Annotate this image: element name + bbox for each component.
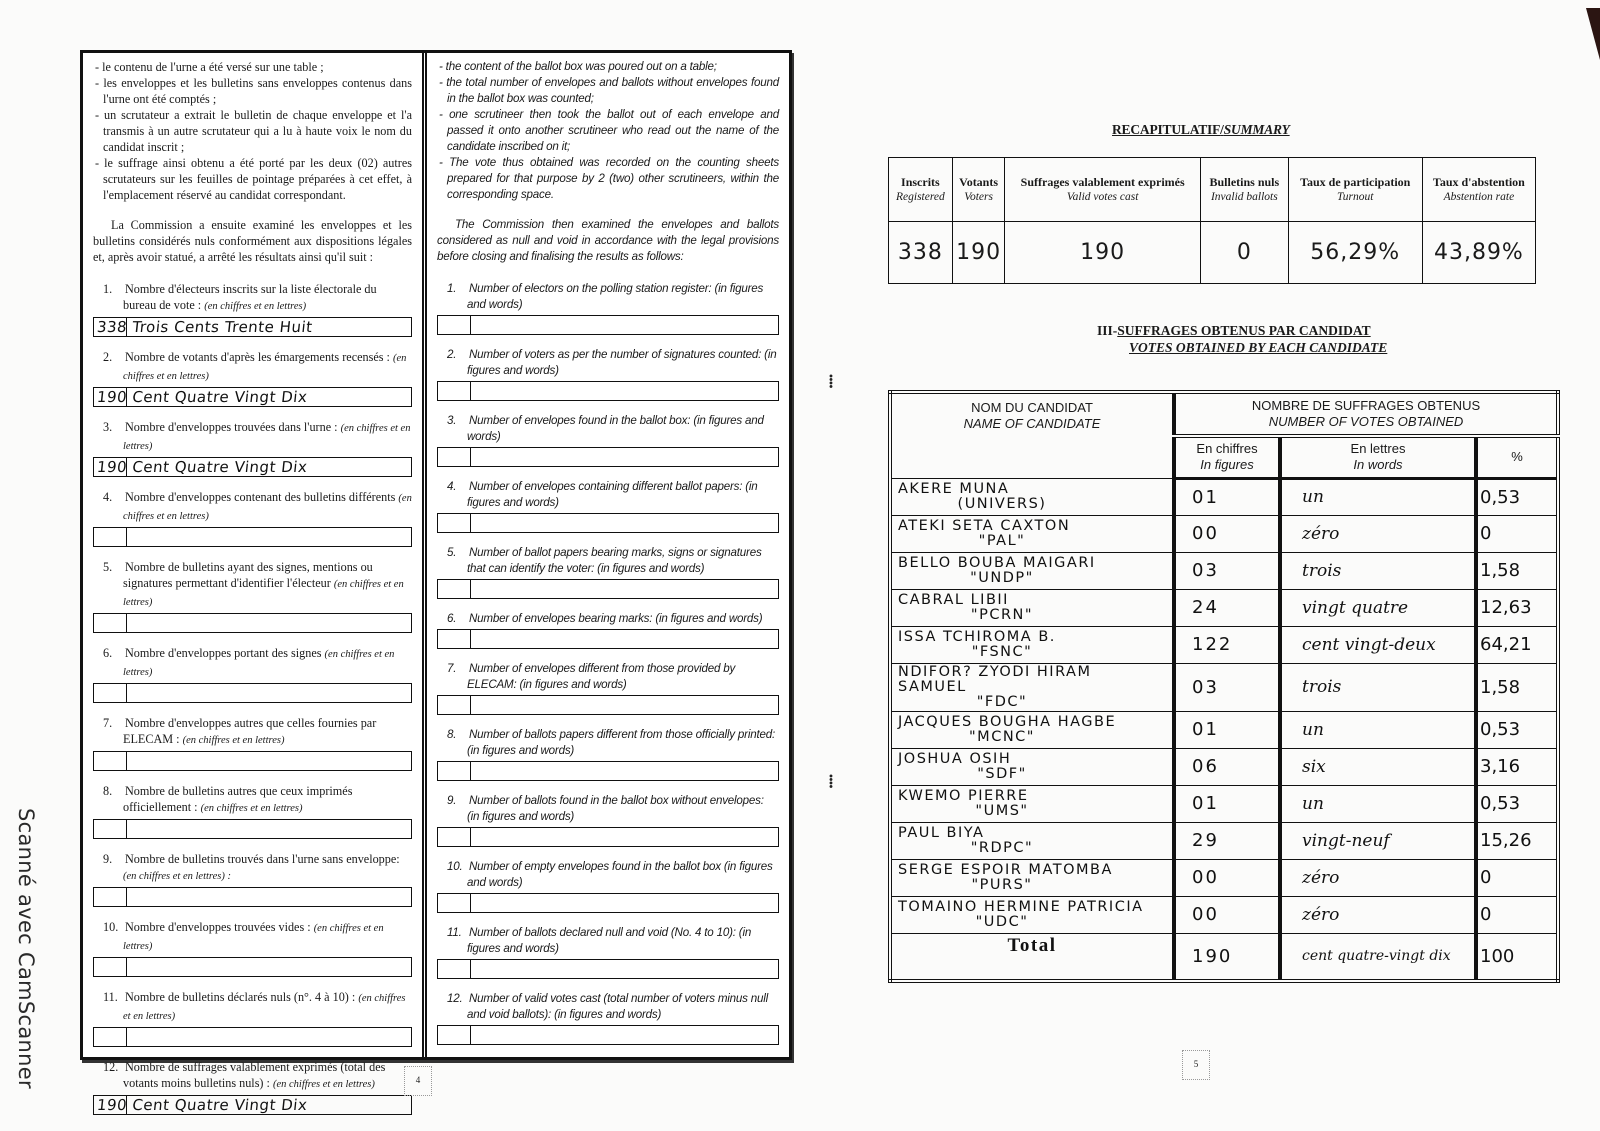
candidate-party: (UNIVERS) [957,495,1047,512]
item-number: 2. [447,348,457,361]
total-percent: 100 [1476,933,1558,981]
item-number: 4. [103,490,113,504]
votes-percent: 64,21 [1476,626,1558,663]
candidate-party: "UDC" [975,913,1029,930]
item-number: 12. [103,1060,119,1074]
fr-bullet: - le contenu de l'urne a été versé sur une table ; [95,60,324,74]
item-number: 8. [447,728,457,741]
form-item-label [93,919,412,955]
candidate-name: ATEKI SETA CAXTON [898,517,1071,534]
candidate-row [890,626,1558,663]
total-figures: 190 [1174,933,1280,981]
answer-field[interactable] [93,887,412,907]
candidate-party: "UNDP" [970,569,1034,586]
candidate-party: "MCNC" [969,728,1035,745]
candidate-row [890,663,1558,711]
handwritten-answer: 190 Cent Quatre Vingt Dix [96,458,309,476]
votes-figures: 00 [1174,859,1280,896]
item-number: 2. [103,350,113,364]
item-number: 1. [447,282,457,295]
item-number: 9. [447,794,457,807]
candidate-row [890,785,1558,822]
item-number: 3. [103,420,113,434]
votes-percent: 0 [1476,515,1558,552]
item-text: Number of envelopes different from those provided by ELECAM: (in figures and words) [467,662,736,691]
item-hint: (en chiffres et en lettres) [123,353,407,382]
answer-field[interactable] [93,613,412,633]
header-invalid-ballots: Bulletins nuls Invalid ballots [1200,158,1288,222]
votes-figures: 06 [1174,748,1280,785]
candidate-name-cell [890,478,1174,515]
form-item-label [93,349,412,385]
figure-divider [470,696,471,714]
header-voters: Votants Voters [952,158,1005,222]
answer-field[interactable] [93,527,412,547]
figure-divider [470,514,471,532]
item-text: Number of ballots papers different from those officially printed: (in figures and words) [467,728,775,757]
item-hint: (en chiffres et en lettres) [123,993,406,1022]
item-text: Number of valid votes cast (total number of voters minus null and void ballots): (in figures and words) [467,992,769,1021]
item-text: Nombre de bulletins trouvés dans l'urne sans enveloppe: [125,852,400,866]
votes-words: trois [1280,663,1476,711]
fr-paragraph: La Commission a ensuite examiné les enveloppes et les bulletins considérés nuls conformément aux dispositions légales et, après avoir statué, a arrêté les résultats ainsi qu'il suit : [93,218,412,264]
form-item-label [93,559,412,611]
form-item-label [437,925,779,957]
votes-percent: 15,26 [1476,822,1558,859]
votes-figures: 01 [1174,785,1280,822]
form-item-label [437,859,779,891]
votes-figures: 01 [1174,711,1280,748]
candidate-row [890,748,1558,785]
value-valid-votes: 190 [1005,222,1201,284]
item-text: Number of envelopes bearing marks: (in figures and words) [469,612,763,625]
candidate-name-cell [890,822,1174,859]
answer-field[interactable] [93,1095,412,1115]
header-registered: Inscrits Registered [889,158,953,222]
candidate-row [890,515,1558,552]
answer-field[interactable] [437,761,779,781]
form-item-label [93,645,412,681]
header-percent: % [1476,436,1558,478]
figure-divider [126,820,127,838]
candidate-party: "PURS" [971,876,1033,893]
votes-figures: 03 [1174,663,1280,711]
item-number: 5. [103,560,113,574]
header-in-words: En lettres In words [1280,436,1476,478]
candidate-row [890,859,1558,896]
item-number: 4. [447,480,457,493]
fr-items-list [93,281,412,1115]
candidate-name-cell [890,626,1174,663]
item-number: 7. [103,716,113,730]
item-number: 10. [447,860,463,873]
page-number-left: 4 [404,1066,432,1096]
figure-divider [470,580,471,598]
form-item-label [93,851,412,885]
header-candidate-name: NOM DU CANDIDAT NAME OF CANDIDATE [890,392,1174,478]
total-words: cent quatre-vingt dix [1280,933,1476,981]
candidate-party: "FDC" [976,693,1028,710]
form-item-label [93,281,412,315]
item-text: Nombre d'enveloppes trouvées dans l'urne : [125,420,338,434]
form-item-label [437,661,779,693]
item-text: Nombre de votants d'après les émargements recensés : [125,350,390,364]
answer-field[interactable] [437,513,779,533]
en-bullet: - the content of the ballot box was poured out on a table; [439,60,717,73]
item-text: Nombre d'enveloppes trouvées vides : [125,920,311,934]
item-hint: (en chiffres et en lettres) [123,493,412,522]
item-number: 12. [447,992,463,1005]
answer-field[interactable] [437,629,779,649]
candidate-party: "SDF" [977,765,1027,782]
value-voters: 190 [952,222,1005,284]
figure-divider [470,382,471,400]
votes-figures: 29 [1174,822,1280,859]
votes-words: trois [1280,552,1476,589]
item-hint: (en chiffres et en lettres) [204,301,307,312]
item-number: 3. [447,414,457,427]
candidate-party: "PAL" [978,532,1026,549]
summary-header-row [889,158,1536,222]
votes-words: six [1280,748,1476,785]
candidate-party: "UMS" [975,802,1029,819]
candidate-row [890,478,1558,515]
total-row [890,933,1558,981]
answer-field[interactable] [93,387,412,407]
candidate-row [890,589,1558,626]
item-hint: (en chiffres et en lettres) [272,1079,375,1090]
page-number-right: 5 [1182,1050,1210,1080]
item-text: Nombre de bulletins déclarés nuls (n°. 4 à 10) : [125,990,356,1004]
form-item-label [93,989,412,1025]
figure-divider [470,448,471,466]
votes-words: vingt quatre [1280,589,1476,626]
item-text: Number of ballots found in the ballot box without envelopes: (in figures and words) [467,794,764,823]
answer-field[interactable] [93,751,412,771]
votes-percent: 3,16 [1476,748,1558,785]
votes-figures: 01 [1174,478,1280,515]
votes-words: un [1280,478,1476,515]
votes-percent: 1,58 [1476,663,1558,711]
form-item-label [437,611,779,627]
votes-words: zéro [1280,859,1476,896]
candidate-name-cell [890,663,1174,711]
form-item-label [93,1059,412,1093]
form-item-label [437,281,779,313]
candidate-party: "RDPC" [970,839,1034,856]
header-abstention: Taux d'abstention Abstention rate [1422,158,1535,222]
figure-divider [470,316,471,334]
item-number: 11. [103,990,118,1004]
answer-field[interactable] [437,827,779,847]
votes-words: un [1280,785,1476,822]
candidate-name: TOMAINO HERMINE PATRICIA [898,898,1144,915]
answer-field[interactable] [437,447,779,467]
votes-words: cent vingt-deux [1280,626,1476,663]
figure-divider [470,960,471,978]
item-number: 6. [447,612,457,625]
item-number: 9. [103,852,113,866]
header-valid-votes: Suffrages valablement exprimés Valid votes cast [1005,158,1201,222]
handwritten-answer: 190 Cent Quatre Vingt Dix [96,388,309,406]
value-abstention: 43,89% [1422,222,1535,284]
value-turnout: 56,29% [1288,222,1422,284]
scan-edge-mark [1586,8,1600,60]
answer-field[interactable] [93,683,412,703]
item-text: Number of envelopes found in the ballot box: (in figures and words) [467,414,764,443]
summary-table [888,157,1536,284]
item-text: Number of ballot papers bearing marks, signs or signatures that can identify the voter: (in figures and words) [467,546,762,575]
votes-body [890,478,1558,981]
candidate-name-cell [890,785,1174,822]
candidate-name-cell [890,552,1174,589]
form-item-label [437,727,779,759]
handwritten-answer: 190 Cent Quatre Vingt Dix [96,1096,309,1114]
header-in-figures: En chiffres In figures [1174,436,1280,478]
votes-percent: 0,53 [1476,478,1558,515]
candidate-name: AKERE MUNA [898,480,1010,497]
answer-field[interactable] [437,1025,779,1045]
candidate-name: KWEMO PIERRE [898,787,1029,804]
item-number: 11. [447,926,462,939]
figure-divider [126,958,127,976]
answer-field[interactable] [437,381,779,401]
header-votes-obtained: NOMBRE DE SUFFRAGES OBTENUS NUMBER OF VOTES OBTAINED [1174,392,1558,436]
candidate-name: CABRAL LIBII [898,591,1009,608]
candidate-name-cell [890,711,1174,748]
candidate-row [890,711,1558,748]
left-page-form [80,50,792,1114]
answer-field[interactable] [93,819,412,839]
answer-field[interactable] [93,1027,412,1047]
votes-percent: 1,58 [1476,552,1558,589]
header-turnout: Taux de participation Turnout [1288,158,1422,222]
item-number: 10. [103,920,119,934]
en-items-list [437,281,779,1045]
item-text: Number of voters as per the number of signatures counted: (in figures and words) [467,348,777,377]
figure-divider [470,1026,471,1044]
votes-figures: 24 [1174,589,1280,626]
item-hint: (en chiffres et en lettres) : [123,871,231,882]
answer-field[interactable] [437,579,779,599]
item-text: Nombre d'enveloppes contenant des bulletins différents [125,490,396,504]
votes-percent: 0,53 [1476,785,1558,822]
form-item-label [437,413,779,445]
item-text: Nombre de bulletins autres que ceux imprimés officiellement : [123,784,353,814]
candidate-name-cell [890,748,1174,785]
votes-percent: 0 [1476,896,1558,933]
figure-divider [470,630,471,648]
form-item-label [93,715,412,749]
answer-field[interactable] [437,893,779,913]
fr-bullet: - les enveloppes et les bulletins sans enveloppes contenus dans l'urne ont été comptés ; [95,76,412,106]
item-text: Nombre de suffrages valablement exprimés (total des votants moins bulletins nuls) : [123,1060,386,1090]
candidate-name: SERGE ESPOIR MATOMBA [898,861,1113,878]
handwritten-answer: 338 Trois Cents Trente Huit [96,318,314,336]
summary-values-row [889,222,1536,284]
figure-divider [126,614,127,632]
item-hint: (en chiffres et en lettres) [200,803,303,814]
figure-divider [470,828,471,846]
candidate-name: JACQUES BOUGHA HAGBE [898,713,1117,730]
item-text: Number of empty envelopes found in the ballot box (in figures and words) [467,860,773,889]
item-text: Number of electors on the polling station register: (in figures and words) [467,282,764,311]
item-number: 6. [103,646,113,660]
votes-figures: 03 [1174,552,1280,589]
votes-header-row [890,392,1558,436]
votes-figures: 00 [1174,515,1280,552]
en-paragraph: The Commission then examined the envelopes and ballots considered as null and void in accordance with the legal provisions before closing and finalising the results as follows: [437,218,779,263]
candidate-name: NDIFOR? ZYODI HIRAM SAMUEL [898,663,1092,695]
candidate-name-cell [890,589,1174,626]
item-text: Nombre d'enveloppes autres que celles fournies par ELECAM : [123,716,377,746]
item-text: Nombre d'enveloppes portant des signes [125,646,322,660]
staple-mark: ⁞ [828,771,834,791]
candidate-row [890,552,1558,589]
item-text: Number of ballots declared null and void (No. 4 to 10): (in figures and words) [467,926,752,955]
figure-divider [126,1028,127,1046]
form-item-label [93,489,412,525]
en-bullet: - one scrutineer then took the ballot out of each envelope and passed it onto another scrutineer who read out the name of the candidate inscribed on it; [439,108,779,153]
answer-field[interactable] [93,457,412,477]
item-text: Number of envelopes containing different ballot papers: (in figures and words) [467,480,758,509]
total-label: Total [890,933,1174,981]
french-column [83,53,427,1114]
candidate-row [890,896,1558,933]
summary-title: RECAPITULATIF/SUMMARY [1112,122,1290,137]
form-item-label [437,545,779,577]
item-hint: (en chiffres et en lettres) [182,735,285,746]
figure-divider [470,894,471,912]
candidate-name: ISSA TCHIROMA B. [898,628,1056,645]
form-item-label [93,783,412,817]
answer-field[interactable] [93,957,412,977]
en-bullet: - the total number of envelopes and ballots without envelopes found in the ballot box was counted; [439,76,779,105]
votes-percent: 12,63 [1476,589,1558,626]
votes-figures: 122 [1174,626,1280,663]
camscanner-watermark: Scanné avec CamScanner [14,808,38,1089]
en-bullet: - The vote thus obtained was recorded on the counting sheets prepared for that purpose by 2 (two) other scrutineers, within the corresponding space. [439,156,779,201]
answer-field[interactable] [437,315,779,335]
figure-divider [126,752,127,770]
form-item-label [93,419,412,455]
figure-divider [470,762,471,780]
votes-percent: 0 [1476,859,1558,896]
form-item-label [437,479,779,511]
votes-words: zéro [1280,896,1476,933]
candidate-party: "PCRN" [970,606,1034,623]
votes-percent: 0,53 [1476,711,1558,748]
value-invalid-ballots: 0 [1200,222,1288,284]
item-hint: (en chiffres et en lettres) [123,423,411,452]
votes-table [888,390,1560,983]
staple-mark: ⁞ [828,371,834,391]
candidate-name-cell [890,859,1174,896]
figure-divider [126,888,127,906]
votes-section-title: III-SUFFRAGES OBTENUS PAR CANDIDAT VOTES OBTAINED BY EACH CANDIDATE [1097,323,1388,355]
fr-bullet: - le suffrage ainsi obtenu a été porté par les deux (02) autres scrutateurs sur les feuilles de pointage préparées à cet effet, à l'emplacement réservé au candidat correspondant. [95,156,412,202]
figure-divider [126,528,127,546]
value-registered: 338 [889,222,953,284]
item-number: 5. [447,546,457,559]
votes-words: vingt-neuf [1280,822,1476,859]
votes-words: zéro [1280,515,1476,552]
candidate-name-cell [890,896,1174,933]
candidate-name-cell [890,515,1174,552]
item-hint: (en chiffres et en lettres) [123,649,395,678]
votes-figures: 00 [1174,896,1280,933]
answer-field[interactable] [437,695,779,715]
item-hint: (en chiffres et en lettres) [123,923,384,952]
candidate-name: BELLO BOUBA MAIGARI [898,554,1096,571]
fr-bullet: - un scrutateur a extrait le bulletin de chaque enveloppe et l'a transmis à un autre scrutateur qui a lu à haute voix le nom du candidat inscrit ; [95,108,412,154]
form-item-label [437,991,779,1023]
item-hint: (en chiffres et en lettres) [123,579,404,608]
votes-words: un [1280,711,1476,748]
figure-divider [126,684,127,702]
answer-field[interactable] [437,959,779,979]
english-column [427,53,789,1057]
candidate-party: "FSNC" [971,643,1033,660]
item-number: 1. [103,282,113,296]
form-item-label [437,347,779,379]
item-number: 7. [447,662,457,675]
candidate-name: PAUL BIYA [898,824,985,841]
candidate-name: JOSHUA OSIH [898,750,1012,767]
item-text: Nombre d'électeurs inscrits sur la liste électorale du bureau de vote : [123,282,377,312]
candidate-row [890,822,1558,859]
form-item-label [437,793,779,825]
item-text: Nombre de bulletins ayant des signes, mentions ou signatures permettant d'identifier l'électeur [123,560,373,590]
answer-field[interactable] [93,317,412,337]
item-number: 8. [103,784,113,798]
